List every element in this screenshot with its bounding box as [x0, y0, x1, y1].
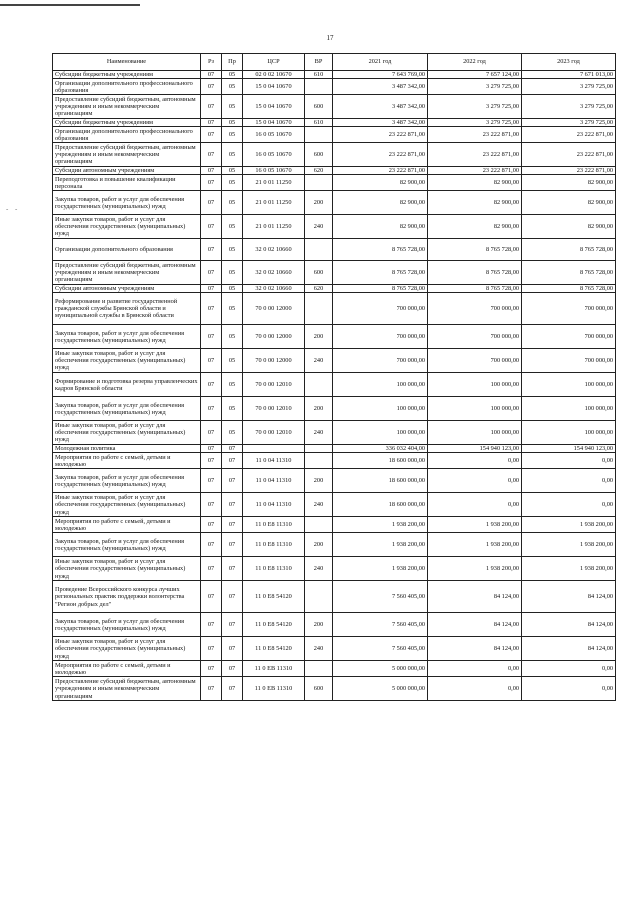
cell-pr: 05: [222, 285, 243, 293]
cell-csr: 70 0 00 12000: [243, 293, 305, 325]
cell-pr: 07: [222, 677, 243, 701]
cell-csr: 32 0 02 10660: [243, 239, 305, 261]
cell-2022: 84 124,00: [428, 581, 522, 613]
cell-2023: 154 940 123,00: [522, 445, 616, 453]
cell-vr: 240: [305, 215, 333, 239]
cell-2021: 5 000 000,00: [333, 677, 428, 701]
cell-2023: 700 000,00: [522, 349, 616, 373]
cell-2021: 700 000,00: [333, 325, 428, 349]
cell-csr: 02 0 02 10670: [243, 71, 305, 79]
cell-rz: 07: [201, 143, 222, 167]
cell-pr: 05: [222, 261, 243, 285]
cell-2022: 100 000,00: [428, 373, 522, 397]
table-row: [53, 285, 616, 293]
cell-2023: 8 765 728,00: [522, 239, 616, 261]
cell-rz: 07: [201, 71, 222, 79]
cell-pr: 05: [222, 71, 243, 79]
cell-pr: 07: [222, 493, 243, 517]
cell-2021: 23 222 871,00: [333, 127, 428, 143]
cell-2023: 8 765 728,00: [522, 285, 616, 293]
table-row: [53, 325, 616, 349]
cell-2022: 84 124,00: [428, 613, 522, 637]
cell-pr: 07: [222, 453, 243, 469]
cell-csr: 15 0 04 10670: [243, 79, 305, 95]
cell-2021: 18 600 000,00: [333, 493, 428, 517]
cell-2021: 23 222 871,00: [333, 167, 428, 175]
table-row: [53, 469, 616, 493]
cell-rz: 07: [201, 637, 222, 661]
cell-2022: 700 000,00: [428, 325, 522, 349]
cell-name: Реформирование и развитие государственной гражданской службы Брянской области и муниципальной службы в Брянской области: [53, 293, 201, 325]
cell-csr: 11 0 E8 54120: [243, 581, 305, 613]
col-header-2021: 2021 год: [333, 54, 428, 71]
cell-pr: 05: [222, 175, 243, 191]
cell-name: Закупка товаров, работ и услуг для обеспечения государственных (муниципальных) нужд: [53, 469, 201, 493]
cell-2023: 3 279 725,00: [522, 79, 616, 95]
cell-2023: 0,00: [522, 453, 616, 469]
table-row: [53, 119, 616, 127]
table-header-row: [53, 54, 616, 71]
cell-pr: 05: [222, 215, 243, 239]
cell-csr: 70 0 00 12010: [243, 421, 305, 445]
cell-2022: 3 279 725,00: [428, 79, 522, 95]
cell-2021: 1 938 200,00: [333, 533, 428, 557]
cell-pr: 07: [222, 469, 243, 493]
cell-2022: 0,00: [428, 469, 522, 493]
cell-pr: 05: [222, 95, 243, 119]
cell-rz: 07: [201, 127, 222, 143]
cell-2023: 0,00: [522, 661, 616, 677]
cell-2022: 82 900,00: [428, 215, 522, 239]
cell-rz: 07: [201, 445, 222, 453]
table-row: [53, 127, 616, 143]
cell-2021: 100 000,00: [333, 397, 428, 421]
cell-vr: 200: [305, 191, 333, 215]
cell-name: Закупка товаров, работ и услуг для обеспечения государственных (муниципальных) нужд: [53, 613, 201, 637]
table-row: [53, 493, 616, 517]
table-row: [53, 445, 616, 453]
cell-2023: 3 279 725,00: [522, 95, 616, 119]
cell-pr: 05: [222, 167, 243, 175]
cell-pr: 05: [222, 397, 243, 421]
cell-csr: 16 0 05 10670: [243, 167, 305, 175]
cell-name: Мероприятия по работе с семьей, детьми и молодежью: [53, 453, 201, 469]
cell-2021: 82 900,00: [333, 175, 428, 191]
cell-2021: 3 487 342,00: [333, 95, 428, 119]
cell-2022: 82 900,00: [428, 191, 522, 215]
cell-rz: 07: [201, 661, 222, 677]
cell-name: Предоставление субсидий бюджетным, автономным учреждениям и иным некоммерческим организациям: [53, 143, 201, 167]
cell-name: Мероприятия по работе с семьей, детьми и молодежью: [53, 661, 201, 677]
cell-2021: 700 000,00: [333, 349, 428, 373]
cell-vr: 200: [305, 325, 333, 349]
cell-2023: 84 124,00: [522, 637, 616, 661]
cell-vr: 240: [305, 557, 333, 581]
cell-2022: 700 000,00: [428, 293, 522, 325]
cell-rz: 07: [201, 349, 222, 373]
cell-csr: 32 0 02 10660: [243, 285, 305, 293]
cell-2022: 1 938 200,00: [428, 533, 522, 557]
cell-csr: 11 0 E8 54120: [243, 637, 305, 661]
cell-pr: 05: [222, 191, 243, 215]
cell-pr: 07: [222, 445, 243, 453]
cell-rz: 07: [201, 677, 222, 701]
cell-2021: 1 938 200,00: [333, 557, 428, 581]
col-header-csr: ЦСР: [243, 54, 305, 71]
cell-2022: 84 124,00: [428, 637, 522, 661]
cell-2023: 23 222 871,00: [522, 127, 616, 143]
cell-vr: [305, 581, 333, 613]
cell-vr: 200: [305, 613, 333, 637]
cell-vr: 600: [305, 677, 333, 701]
budget-table: [52, 53, 616, 701]
cell-csr: 70 0 00 12000: [243, 349, 305, 373]
cell-rz: 07: [201, 119, 222, 127]
cell-name: Иные закупки товаров, работ и услуг для обеспечения государственных (муниципальных) нужд: [53, 637, 201, 661]
cell-vr: 610: [305, 119, 333, 127]
cell-2022: 23 222 871,00: [428, 127, 522, 143]
table-row: [53, 677, 616, 701]
cell-2022: 154 940 123,00: [428, 445, 522, 453]
cell-pr: 05: [222, 143, 243, 167]
cell-rz: 07: [201, 175, 222, 191]
cell-2021: 100 000,00: [333, 421, 428, 445]
cell-name: Мероприятия по работе с семьей, детьми и молодежью: [53, 517, 201, 533]
cell-2022: 0,00: [428, 493, 522, 517]
cell-2023: 82 900,00: [522, 215, 616, 239]
cell-csr: 11 0 E8 54120: [243, 613, 305, 637]
cell-2021: 23 222 871,00: [333, 143, 428, 167]
cell-2021: 100 000,00: [333, 373, 428, 397]
cell-csr: 16 0 05 10670: [243, 127, 305, 143]
cell-csr: 11 0 04 11310: [243, 493, 305, 517]
cell-vr: 240: [305, 349, 333, 373]
cell-csr: [243, 445, 305, 453]
cell-2022: 1 938 200,00: [428, 517, 522, 533]
table-row: [53, 613, 616, 637]
cell-pr: 05: [222, 373, 243, 397]
cell-csr: 16 0 05 10670: [243, 143, 305, 167]
cell-name: Предоставление субсидий бюджетным, автономным учреждениям и иным некоммерческим организациям: [53, 261, 201, 285]
cell-2023: 84 124,00: [522, 613, 616, 637]
table-row: [53, 215, 616, 239]
table-row: [53, 397, 616, 421]
cell-pr: 05: [222, 119, 243, 127]
cell-2022: 8 765 728,00: [428, 261, 522, 285]
cell-vr: 240: [305, 421, 333, 445]
cell-rz: 07: [201, 373, 222, 397]
page-number: 17: [326, 34, 334, 42]
cell-rz: 07: [201, 79, 222, 95]
cell-2023: 84 124,00: [522, 581, 616, 613]
cell-name: Переподготовка и повышение квалификации персонала: [53, 175, 201, 191]
cell-2022: 23 222 871,00: [428, 167, 522, 175]
cell-pr: 07: [222, 581, 243, 613]
table-row: [53, 95, 616, 119]
cell-2022: 0,00: [428, 661, 522, 677]
cell-csr: 70 0 00 12000: [243, 325, 305, 349]
cell-csr: 15 0 04 10670: [243, 95, 305, 119]
table-row: [53, 293, 616, 325]
cell-2023: 700 000,00: [522, 293, 616, 325]
table-row: [53, 517, 616, 533]
cell-rz: 07: [201, 557, 222, 581]
col-header-vr: ВР: [305, 54, 333, 71]
cell-pr: 07: [222, 661, 243, 677]
cell-rz: 07: [201, 397, 222, 421]
cell-rz: 07: [201, 95, 222, 119]
table-row: [53, 175, 616, 191]
cell-name: Молодежная политика: [53, 445, 201, 453]
cell-csr: 15 0 04 10670: [243, 119, 305, 127]
cell-2021: 7 560 405,00: [333, 637, 428, 661]
cell-pr: 07: [222, 533, 243, 557]
cell-2021: 8 765 728,00: [333, 239, 428, 261]
cell-name: Организации дополнительного образования: [53, 239, 201, 261]
cell-2021: 336 032 404,00: [333, 445, 428, 453]
cell-vr: [305, 239, 333, 261]
cell-2021: 18 600 000,00: [333, 469, 428, 493]
cell-2021: 7 560 405,00: [333, 581, 428, 613]
cell-2022: 0,00: [428, 453, 522, 469]
table-row: [53, 261, 616, 285]
cell-rz: 07: [201, 533, 222, 557]
cell-2021: 3 487 342,00: [333, 119, 428, 127]
cell-vr: 240: [305, 637, 333, 661]
table-body: [53, 71, 616, 701]
cell-vr: [305, 517, 333, 533]
cell-rz: 07: [201, 469, 222, 493]
table-row: [53, 167, 616, 175]
cell-csr: 11 0 04 11310: [243, 453, 305, 469]
cell-2023: 0,00: [522, 677, 616, 701]
cell-name: Проведение Всероссийского конкурса лучших региональных практик поддержки волонтерства "Регион добрых дел": [53, 581, 201, 613]
cell-vr: 600: [305, 95, 333, 119]
cell-vr: [305, 661, 333, 677]
cell-vr: [305, 453, 333, 469]
cell-2023: 700 000,00: [522, 325, 616, 349]
cell-2022: 100 000,00: [428, 421, 522, 445]
margin-mark: -: [6, 205, 9, 213]
cell-name: Закупка товаров, работ и услуг для обеспечения государственных (муниципальных) нужд: [53, 533, 201, 557]
cell-2023: 1 938 200,00: [522, 557, 616, 581]
cell-vr: [305, 127, 333, 143]
cell-vr: 610: [305, 71, 333, 79]
cell-2023: 3 279 725,00: [522, 119, 616, 127]
cell-pr: 05: [222, 127, 243, 143]
cell-name: Субсидии бюджетным учреждениям: [53, 119, 201, 127]
cell-name: Закупка товаров, работ и услуг для обеспечения государственных (муниципальных) нужд: [53, 325, 201, 349]
cell-name: Закупка товаров, работ и услуг для обеспечения государственных (муниципальных) нужд: [53, 397, 201, 421]
cell-rz: 07: [201, 215, 222, 239]
cell-2021: 18 600 000,00: [333, 453, 428, 469]
cell-2022: 0,00: [428, 677, 522, 701]
cell-pr: 05: [222, 325, 243, 349]
table-row: [53, 453, 616, 469]
cell-2022: 700 000,00: [428, 349, 522, 373]
cell-rz: 07: [201, 261, 222, 285]
col-header-2023: 2023 год: [522, 54, 616, 71]
cell-2022: 3 279 725,00: [428, 119, 522, 127]
cell-vr: 200: [305, 533, 333, 557]
cell-csr: 70 0 00 12010: [243, 373, 305, 397]
cell-2022: 1 938 200,00: [428, 557, 522, 581]
cell-2023: 100 000,00: [522, 397, 616, 421]
cell-2023: 23 222 871,00: [522, 167, 616, 175]
cell-2023: 8 765 728,00: [522, 261, 616, 285]
cell-vr: [305, 293, 333, 325]
cell-rz: 07: [201, 613, 222, 637]
cell-rz: 07: [201, 293, 222, 325]
cell-rz: 07: [201, 493, 222, 517]
margin-mark: -: [15, 205, 18, 213]
cell-pr: 05: [222, 349, 243, 373]
cell-name: Предоставление субсидий бюджетным, автономным учреждениям и иным некоммерческим организациям: [53, 677, 201, 701]
cell-rz: 07: [201, 581, 222, 613]
cell-pr: 05: [222, 421, 243, 445]
cell-csr: 32 0 02 10660: [243, 261, 305, 285]
table-row: [53, 373, 616, 397]
cell-name: Субсидии автономным учреждениям: [53, 285, 201, 293]
cell-name: Организации дополнительного профессионального образования: [53, 79, 201, 95]
cell-2021: 7 643 769,00: [333, 71, 428, 79]
cell-2021: 82 900,00: [333, 215, 428, 239]
cell-csr: 11 0 EB 11310: [243, 677, 305, 701]
cell-vr: [305, 373, 333, 397]
cell-2023: 23 222 871,00: [522, 143, 616, 167]
cell-2023: 82 900,00: [522, 191, 616, 215]
cell-2022: 8 765 728,00: [428, 239, 522, 261]
cell-csr: 11 0 E8 11310: [243, 557, 305, 581]
cell-name: Субсидии бюджетным учреждениям: [53, 71, 201, 79]
col-header-2022: 2022 год: [428, 54, 522, 71]
cell-vr: 620: [305, 285, 333, 293]
cell-pr: 07: [222, 557, 243, 581]
cell-2023: 1 938 200,00: [522, 517, 616, 533]
cell-name: Формирование и подготовка резерва управленческих кадров Брянской области: [53, 373, 201, 397]
cell-csr: 70 0 00 12010: [243, 397, 305, 421]
table-row: [53, 349, 616, 373]
cell-2021: 700 000,00: [333, 293, 428, 325]
cell-csr: 21 0 01 11250: [243, 215, 305, 239]
cell-rz: 07: [201, 191, 222, 215]
cell-pr: 07: [222, 637, 243, 661]
col-header-pr: Пр: [222, 54, 243, 71]
cell-2021: 3 487 342,00: [333, 79, 428, 95]
cell-vr: 240: [305, 493, 333, 517]
cell-pr: 07: [222, 613, 243, 637]
cell-2022: 100 000,00: [428, 397, 522, 421]
cell-vr: 600: [305, 261, 333, 285]
cell-pr: 05: [222, 239, 243, 261]
cell-rz: 07: [201, 517, 222, 533]
cell-2023: 100 000,00: [522, 421, 616, 445]
cell-rz: 07: [201, 239, 222, 261]
cell-csr: 11 0 04 11310: [243, 469, 305, 493]
col-header-name: Наименование: [53, 54, 201, 71]
cell-rz: 07: [201, 453, 222, 469]
cell-pr: 07: [222, 517, 243, 533]
table-row: [53, 557, 616, 581]
table-row: [53, 581, 616, 613]
cell-name: Организации дополнительного профессионального образования: [53, 127, 201, 143]
cell-name: Иные закупки товаров, работ и услуг для обеспечения государственных (муниципальных) нужд: [53, 349, 201, 373]
cell-csr: 11 0 E8 11310: [243, 517, 305, 533]
cell-csr: 11 0 E8 11310: [243, 533, 305, 557]
cell-pr: 05: [222, 293, 243, 325]
cell-2022: 8 765 728,00: [428, 285, 522, 293]
table-row: [53, 143, 616, 167]
cell-name: Иные закупки товаров, работ и услуг для обеспечения государственных (муниципальных) нужд: [53, 557, 201, 581]
cell-2023: 7 671 013,00: [522, 71, 616, 79]
cell-vr: [305, 175, 333, 191]
cell-csr: 21 0 01 11250: [243, 191, 305, 215]
cell-vr: 200: [305, 469, 333, 493]
cell-name: Закупка товаров, работ и услуг для обеспечения государственных (муниципальных) нужд: [53, 191, 201, 215]
cell-2022: 23 222 871,00: [428, 143, 522, 167]
col-header-rz: Рз: [201, 54, 222, 71]
cell-2023: 100 000,00: [522, 373, 616, 397]
cell-csr: 11 0 EB 11310: [243, 661, 305, 677]
cell-name: Иные закупки товаров, работ и услуг для обеспечения государственных (муниципальных) нужд: [53, 493, 201, 517]
cell-2023: 82 900,00: [522, 175, 616, 191]
table-row: [53, 71, 616, 79]
table-row: [53, 191, 616, 215]
cell-name: Иные закупки товаров, работ и услуг для обеспечения государственных (муниципальных) нужд: [53, 215, 201, 239]
cell-2021: 5 000 000,00: [333, 661, 428, 677]
cell-2023: 0,00: [522, 469, 616, 493]
cell-pr: 05: [222, 79, 243, 95]
table-row: [53, 239, 616, 261]
cell-vr: 200: [305, 397, 333, 421]
cell-2021: 8 765 728,00: [333, 285, 428, 293]
table-row: [53, 661, 616, 677]
cell-2021: 7 560 405,00: [333, 613, 428, 637]
cell-csr: 21 0 01 11250: [243, 175, 305, 191]
cell-vr: 600: [305, 143, 333, 167]
cell-rz: 07: [201, 421, 222, 445]
cell-2023: 0,00: [522, 493, 616, 517]
table-row: [53, 421, 616, 445]
cell-2023: 1 938 200,00: [522, 533, 616, 557]
cell-vr: [305, 445, 333, 453]
cell-rz: 07: [201, 325, 222, 349]
cell-name: Предоставление субсидий бюджетным, автономным учреждениям и иным некоммерческим организациям: [53, 95, 201, 119]
top-rule: [0, 4, 140, 6]
table-row: [53, 533, 616, 557]
cell-vr: [305, 79, 333, 95]
cell-vr: 620: [305, 167, 333, 175]
cell-name: Субсидии автономным учреждениям: [53, 167, 201, 175]
cell-2022: 82 900,00: [428, 175, 522, 191]
table-row: [53, 79, 616, 95]
cell-rz: 07: [201, 285, 222, 293]
cell-rz: 07: [201, 167, 222, 175]
cell-name: Иные закупки товаров, работ и услуг для обеспечения государственных (муниципальных) нужд: [53, 421, 201, 445]
cell-2021: 8 765 728,00: [333, 261, 428, 285]
cell-2021: 82 900,00: [333, 191, 428, 215]
cell-2021: 1 938 200,00: [333, 517, 428, 533]
cell-2022: 7 657 124,00: [428, 71, 522, 79]
cell-2022: 3 279 725,00: [428, 95, 522, 119]
table-row: [53, 637, 616, 661]
